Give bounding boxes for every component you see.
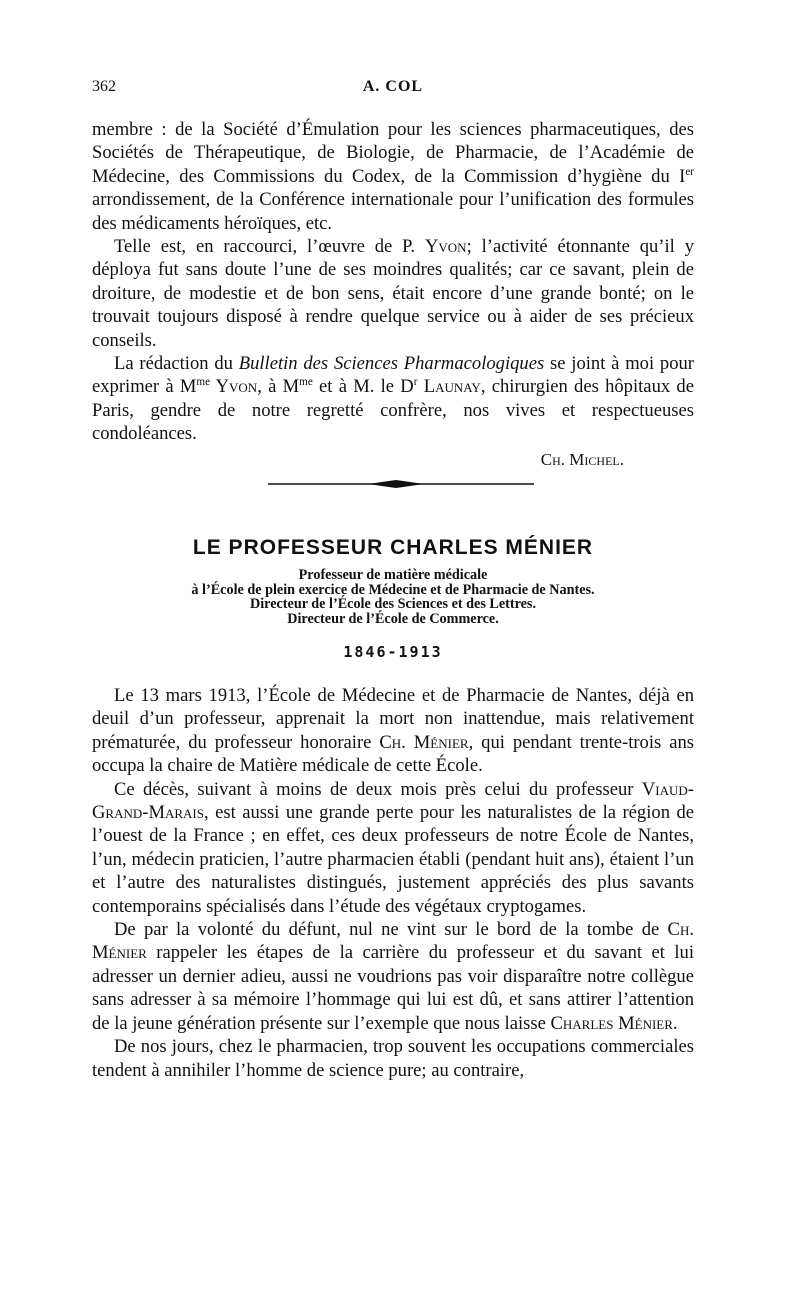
person-name: Yvon — [424, 236, 467, 258]
article-subtitles — [92, 568, 694, 626]
paragraph: membre : de la Société d’Émulation pour les sciences pharmaceutiques, des Sociétés de Thérapeutique, de Biologie, de Pharmacie, de l’Académie de Médecine, des Commissions du Codex, de la Commission d’hygiène du Ier arrondissement, de la Conférence internationale pour l’unification des formules des médicaments héroïques, etc. — [92, 119, 694, 234]
subtitle-line: Directeur de l’École de Commerce. — [287, 610, 499, 627]
person-name: Ch. Ménier — [379, 731, 469, 753]
journal-title: Bulletin des Sciences Pharmacologiques — [238, 353, 545, 375]
running-head: A. COL — [362, 78, 424, 95]
subtitle-line: à l’École de plein exercice de Médecine et de Pharmacie de Nantes. — [191, 581, 595, 598]
paragraph: Le 13 mars 1913, l’École de Médecine et de Pharmacie de Nantes, déjà en deuil d’un professeur, apprenait la mort non inattendue, mais relativement prématurée, du professeur honoraire Ch. Ménier, qui pendant trente-trois ans occupa la chaire de Matière médicale de cette École. — [92, 685, 694, 777]
signature: Ch. Michel. — [540, 449, 624, 469]
life-dates: 1846-1913 — [343, 643, 443, 661]
subtitle-line: Directeur de l’École des Sciences et des Lettres. — [249, 596, 537, 613]
paragraph: De nos jours, chez le pharmacien, trop souvent les occupations commerciales tendent à annihiler l’homme de science pure; au contraire, — [92, 1036, 694, 1081]
person-name: Ch. Ménier — [92, 919, 694, 964]
obituary-conclusion — [92, 118, 694, 471]
person-name: Viaud-Grand-Marais — [92, 778, 694, 824]
subtitle-line: Professeur de matière médicale — [298, 567, 488, 583]
paragraph: La rédaction du Bulletin des Sciences Pharmacologiques se joint à moi pour exprimer à $M^{me}$ Yvon, à $M^{me}$ et à M. le $D^r$ Launay, chirurgien des hôpitaux de Paris, gendre de notre regretté confrère, nos vives et respectueuses condoléances. — [92, 353, 694, 445]
page-header — [92, 78, 694, 100]
paragraph: Ce décès, suivant à moins de deux mois près celui du professeur Viaud-Grand-Marais, est aussi une grande perte pour les naturalistes de la région de l’ouest de la France ; en effet, ces deux professeurs de notre École de Nantes, l’un, médecin praticien, l’autre pharmacien établi (pendant huit ans), étaient l’un et l’autre des naturalistes distingués, justement appréciés des plus savants contemporains spécialisés dans l’étude des végétaux cryptogames. — [92, 778, 694, 917]
paragraph: De par la volonté du défunt, nul ne vint sur le bord de la tombe de Ch. Ménier rappeler les étapes de la carrière du professeur et du savant et lui adresser un dernier adieu, aussi ne voudrions pas voir disparaître notre collègue sans adresser à sa mémoire l’hommage qui lui est dû, et sans attirer l’attention de la jeune génération présente sur l’exemple que nous laisse Charles Ménier. — [92, 919, 694, 1034]
article-body — [92, 684, 694, 1082]
person-name: Charles Ménier — [550, 1012, 673, 1034]
article-title: LE PROFESSEUR CHARLES MÉNIER — [192, 536, 594, 559]
paragraph: Telle est, en raccourci, l’œuvre de P. Yvon; l’activité étonnante qu’il y déploya fut sans doute l’une de ses moindres qualités; car ce savant, plein de droiture, de modestie et de bon sens, était encore d’une grande bonté; on le trouvait toujours disposé à rendre quelque service ou à aider de ses précieux conseils. — [92, 236, 694, 351]
section-divider — [268, 477, 534, 491]
page-number: 362 — [92, 78, 116, 95]
